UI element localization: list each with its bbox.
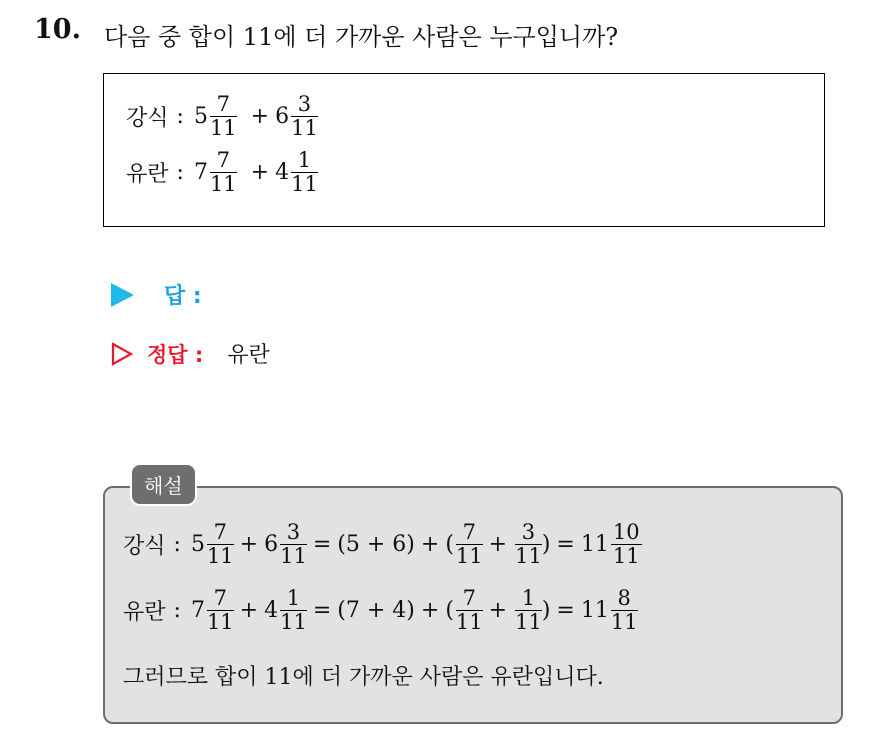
mixed-number — [275, 150, 318, 195]
denominator: 11 — [209, 116, 237, 140]
play-arrow-icon — [111, 283, 134, 307]
mixed-number — [264, 588, 307, 633]
correct-answer-row — [111, 338, 270, 369]
person-name: 강식 — [123, 534, 166, 559]
denominator: 11 — [515, 610, 542, 634]
explanation-box — [103, 486, 843, 724]
fraction — [456, 588, 483, 633]
denominator: 11 — [209, 172, 237, 196]
numerator: 1 — [286, 586, 301, 610]
whole-part: 4 — [264, 598, 279, 623]
whole-part: 6 — [275, 104, 290, 129]
denominator: 11 — [280, 544, 307, 568]
fraction — [515, 588, 542, 633]
plus-sign: + — [250, 160, 270, 185]
person-name: 유란 — [126, 162, 169, 187]
numerator: 1 — [297, 148, 312, 172]
colon: : — [176, 104, 184, 129]
equals-sign: = — [312, 532, 332, 557]
plus-sign: + — [250, 104, 270, 129]
open-paren: ( — [445, 532, 454, 557]
denominator: 11 — [280, 610, 307, 634]
denominator: 11 — [291, 172, 318, 196]
plus-sign: + — [420, 532, 440, 557]
person-name: 강식 — [126, 106, 169, 131]
question-text: 다음 중 합이 11에 더 가까운 사람은 누구입니까? — [104, 23, 619, 51]
fraction — [611, 588, 638, 633]
denominator: 11 — [610, 610, 638, 634]
whole-part: 11 — [580, 598, 609, 623]
denominator: 11 — [206, 610, 234, 634]
fraction — [611, 522, 642, 567]
plus-sign: + — [488, 532, 508, 557]
mixed-number-result — [581, 522, 642, 567]
equals-sign: = — [556, 532, 575, 557]
denominator: 11 — [515, 544, 542, 568]
numerator: 7 — [213, 520, 227, 544]
fraction — [291, 94, 318, 139]
explanation-row-kangsik — [123, 522, 642, 567]
numerator: 8 — [617, 586, 631, 610]
plus-sign: + — [488, 598, 508, 623]
given-box — [103, 73, 825, 227]
correct-answer-value: 유란 — [227, 343, 270, 368]
numerator: 7 — [213, 586, 227, 610]
numerator: 3 — [286, 520, 301, 544]
fraction — [207, 588, 234, 633]
fraction — [456, 522, 483, 567]
numerator: 7 — [462, 520, 476, 544]
open-paren: ( — [445, 598, 454, 623]
close-paren: ) — [541, 532, 551, 557]
denominator: 11 — [291, 116, 318, 140]
whole-part: 6 — [264, 532, 279, 557]
fraction — [515, 522, 542, 567]
numerator: 3 — [521, 520, 536, 544]
whole-part: 7 — [190, 598, 205, 623]
numerator: 7 — [216, 92, 230, 116]
denominator: 11 — [455, 544, 483, 568]
mixed-number — [191, 588, 234, 633]
fraction — [280, 588, 307, 633]
whole-part: 11 — [580, 532, 609, 557]
answer-row — [111, 279, 202, 310]
fraction — [210, 94, 237, 139]
plus-sign: + — [239, 532, 259, 557]
numerator: 7 — [216, 148, 230, 172]
answer-label: 답 : — [164, 284, 202, 309]
denominator: 11 — [206, 544, 234, 568]
fraction — [210, 150, 237, 195]
close-paren: ) — [541, 598, 551, 623]
denominator: 11 — [612, 544, 640, 568]
numerator: 7 — [462, 586, 476, 610]
fraction — [207, 522, 234, 567]
numerator: 1 — [521, 586, 536, 610]
mixed-number — [194, 94, 237, 139]
given-row-kangsik — [126, 94, 318, 139]
plus-sign: + — [420, 598, 440, 623]
mixed-number — [264, 522, 307, 567]
whole-part: 4 — [275, 160, 290, 185]
question-number: 10. — [34, 14, 81, 45]
mixed-number — [191, 522, 234, 567]
explanation-tag: 해설 — [130, 463, 197, 506]
numerator: 3 — [297, 92, 312, 116]
outline-arrow-icon — [111, 342, 133, 366]
whole-part: 5 — [190, 532, 205, 557]
person-name: 유란 — [123, 600, 166, 625]
mixed-number-result — [581, 588, 638, 633]
denominator: 11 — [455, 610, 483, 634]
explanation-row-yuran — [123, 588, 638, 633]
numerator: 10 — [612, 520, 640, 544]
colon: : — [173, 532, 181, 557]
correct-answer-label: 정답 : — [147, 342, 204, 367]
grouped-wholes: (5 + 6) — [337, 532, 415, 557]
colon: : — [176, 160, 184, 185]
plus-sign: + — [239, 598, 259, 623]
explanation-conclusion: 그러므로 합이 11에 더 가까운 사람은 유란입니다. — [123, 665, 604, 690]
mixed-number — [194, 150, 237, 195]
whole-part: 7 — [193, 160, 208, 185]
mixed-number — [275, 94, 318, 139]
fraction — [280, 522, 307, 567]
colon: : — [173, 598, 181, 623]
grouped-wholes: (7 + 4) — [337, 598, 415, 623]
equals-sign: = — [312, 598, 332, 623]
fraction — [291, 150, 318, 195]
given-row-yuran — [126, 150, 318, 195]
whole-part: 5 — [193, 104, 208, 129]
equals-sign: = — [556, 598, 575, 623]
